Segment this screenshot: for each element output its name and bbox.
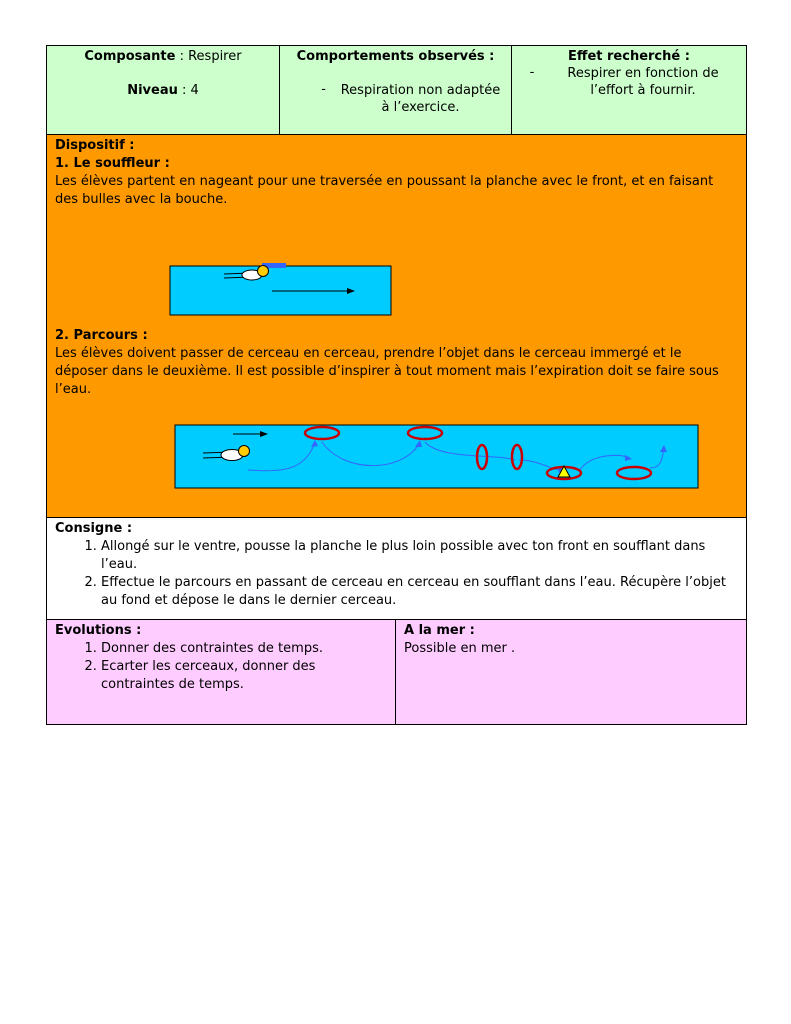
effet-cell — [512, 46, 746, 134]
parcours-text: Les élèves doivent passer de cerceau en cerceau, prendre l’objet dans le cerceau immergé et le déposer dans le deuxième. Il est possible d’inspirer à tout moment mais l’expiration doit se faire sous l’eau. — [55, 346, 719, 397]
list-item: 2. Ecarter les cerceaux, donner des contraintes de temps. — [101, 658, 387, 694]
evolutions-title: Evolutions : — [55, 623, 142, 638]
evolutions-row — [47, 620, 746, 724]
niveau-value: : 4 — [177, 83, 199, 98]
fiche-table — [46, 45, 747, 725]
composante-label: Composante — [84, 49, 176, 64]
mer-title: A la mer : — [404, 623, 475, 638]
dispositif-title: Dispositif : — [55, 138, 135, 153]
comportements-cell — [280, 46, 512, 134]
effet-label: Effet recherché : — [568, 49, 690, 64]
evolutions-list — [55, 640, 387, 694]
souffleur-diagram — [169, 260, 393, 316]
effet-list-item — [518, 65, 740, 99]
comportements-item: Respiration non adaptée à l’exercice. — [340, 83, 501, 115]
list-item: 1. Donner des contraintes de temps. — [101, 640, 387, 658]
comportements-list-item — [286, 82, 505, 116]
parcours-title: 2. Parcours : — [55, 328, 148, 343]
parcours-diagram-canvas — [170, 420, 702, 492]
dash-bullet: - — [529, 65, 535, 80]
parcours-diagram — [174, 511, 701, 577]
comportements-label: Comportements observés : — [296, 49, 495, 64]
composante-cell — [47, 46, 280, 134]
composante-value: : Respirer — [175, 49, 242, 64]
niveau-label: Niveau — [127, 83, 178, 98]
mer-text: Possible en mer . — [404, 641, 516, 656]
dash-bullet: - — [321, 82, 326, 97]
souffleur-text: Les élèves partent en nageant pour une traversée en poussant la planche avec le front, et en faisant des bulles avec la bouche. — [55, 174, 714, 207]
mer-cell — [396, 620, 746, 724]
consigne-title: Consigne : — [55, 521, 133, 536]
evolutions-cell — [47, 620, 396, 724]
souffleur-title: 1. Le souffleur : — [55, 156, 170, 171]
list-item: 2. Effectue le parcours en passant de cerceau en cerceau en soufflant dans l’eau. Récupère l’objet au fond et dépose le dans le dernier cerceau. — [101, 574, 738, 610]
header-row — [47, 46, 746, 135]
list-item: 1. Allongé sur le ventre, pousse la planche le plus loin possible avec ton front en soufflant dans l’eau. — [101, 538, 738, 574]
effet-item: Respirer en fonction de l’effort à fournir. — [567, 66, 719, 98]
